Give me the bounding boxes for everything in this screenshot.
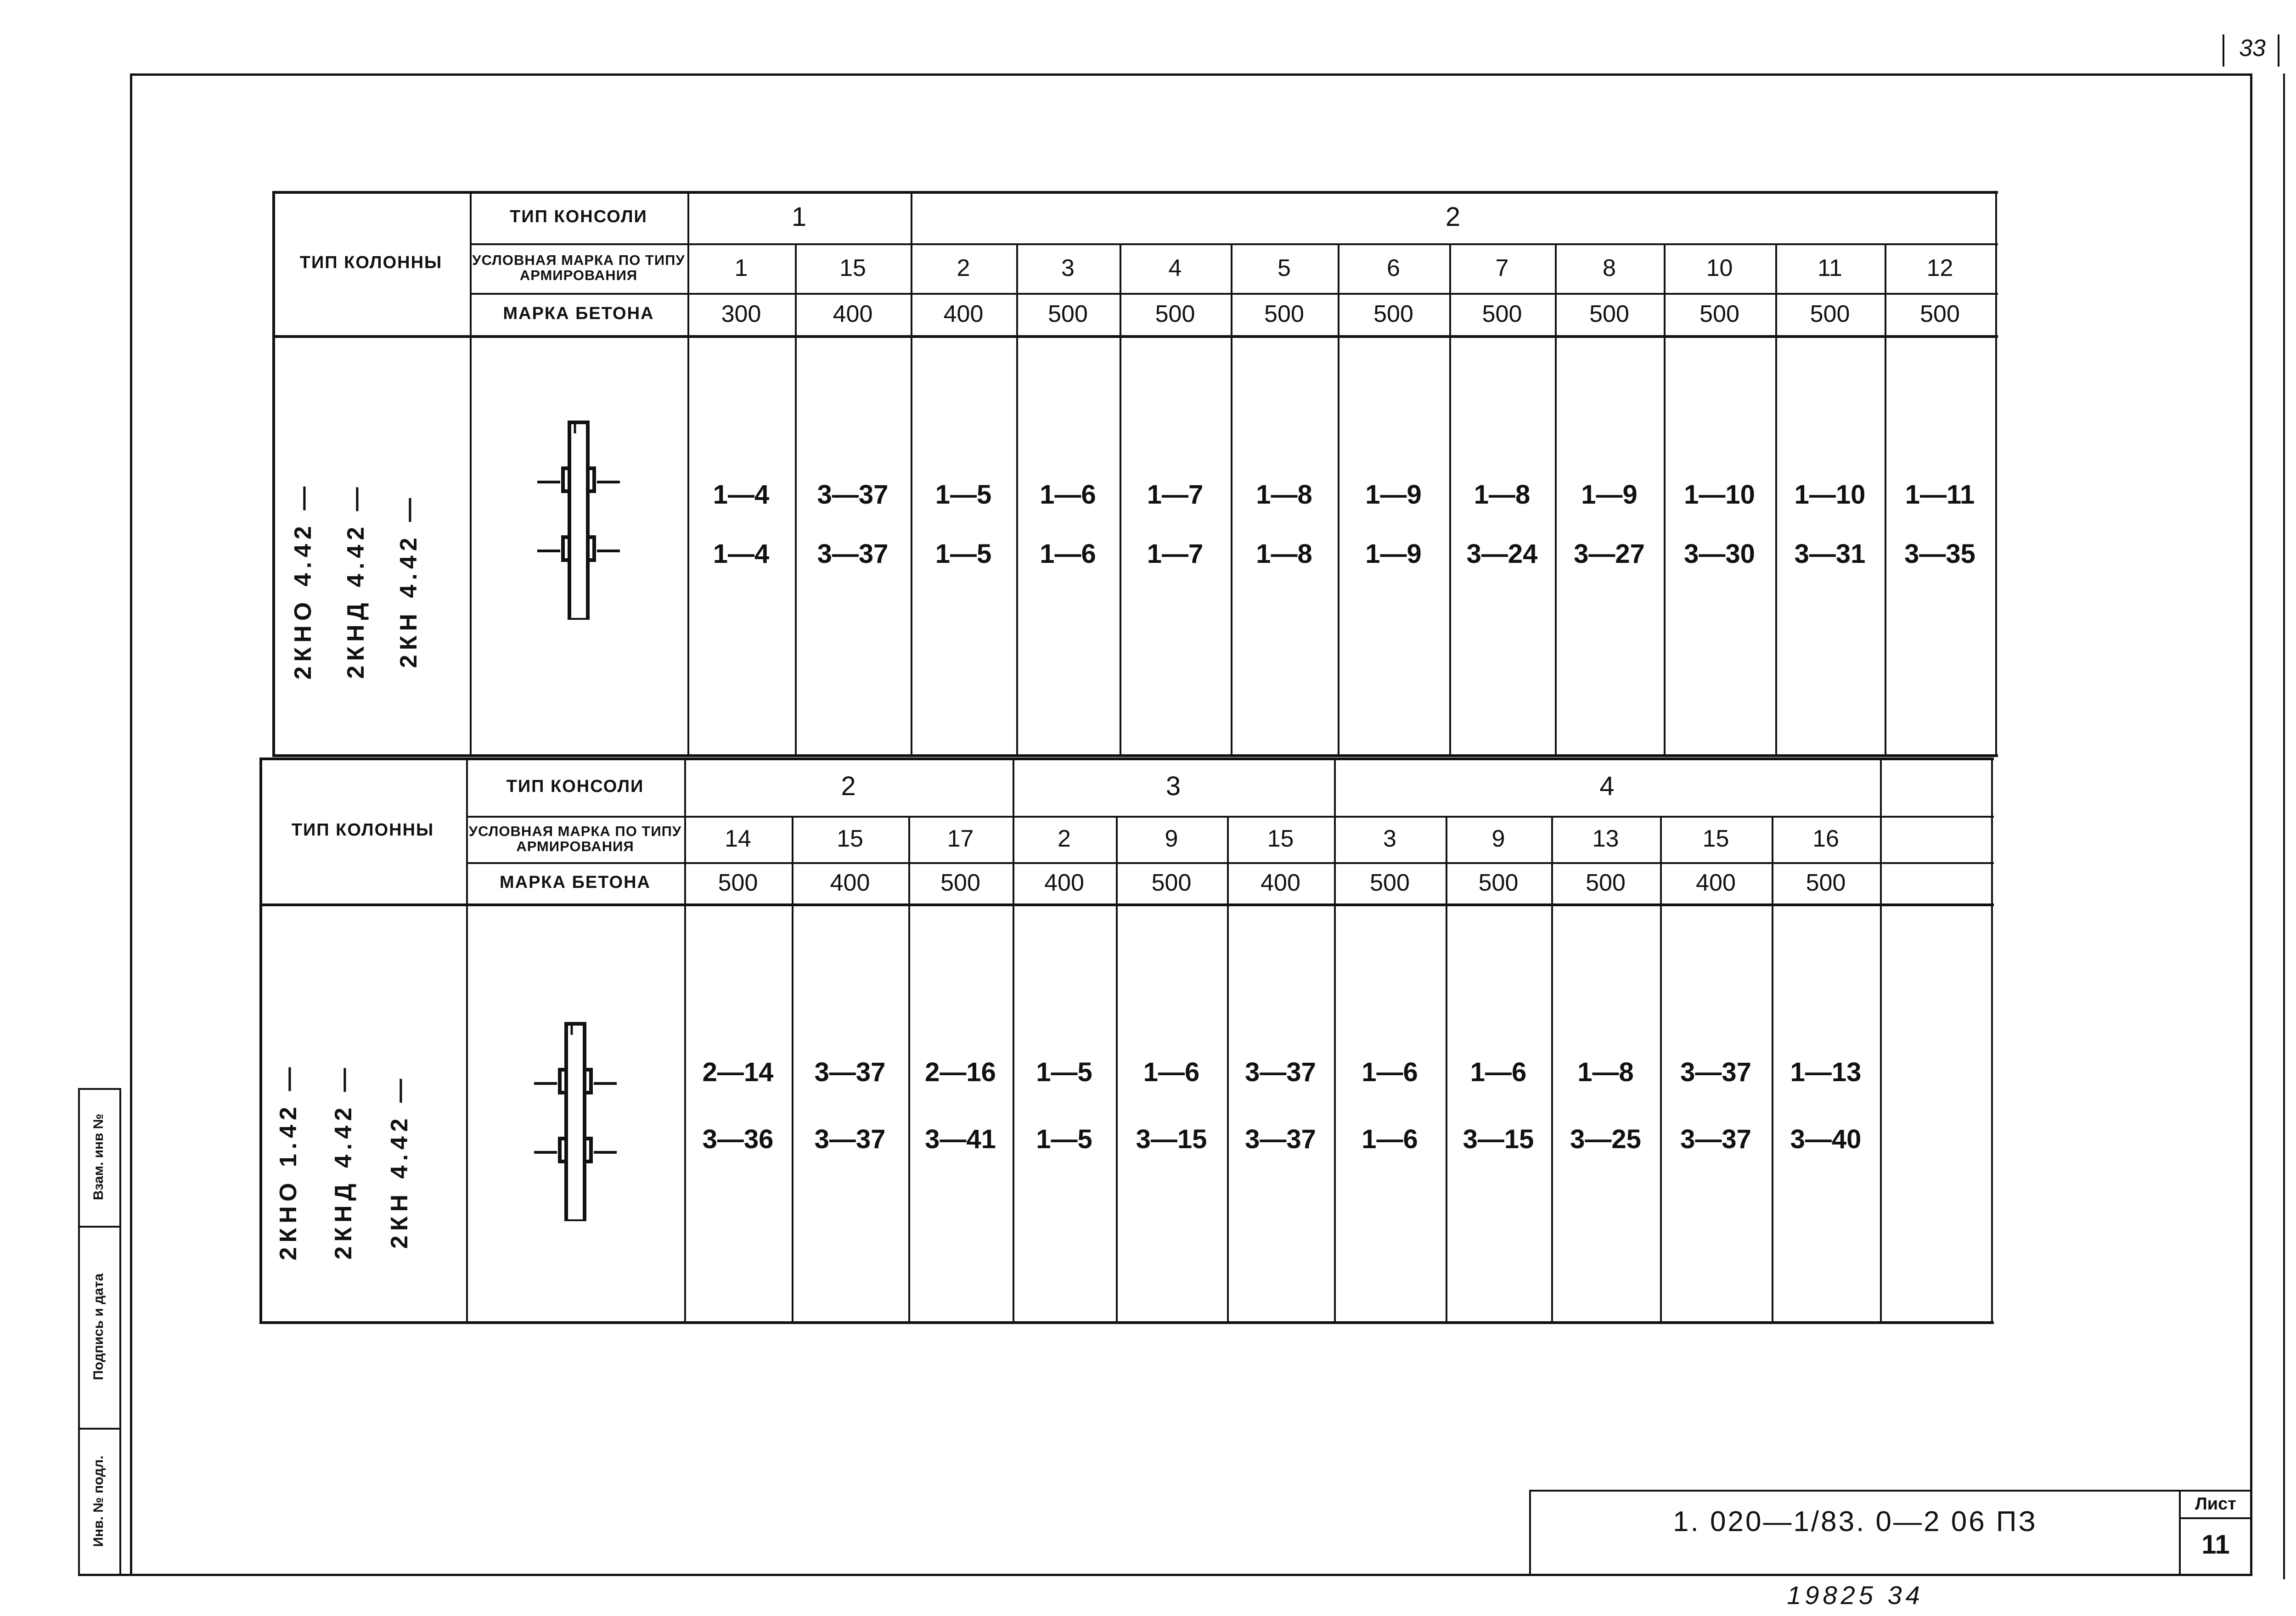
t1-col-type-label: ТИП КОЛОННЫ (299, 253, 443, 273)
t1-console-group: 2 (1445, 202, 1461, 232)
t2-concrete-cell: 500 (718, 869, 758, 896)
t2-h-bottom (259, 1321, 1994, 1324)
title-block-sheet-div (2179, 1517, 2252, 1519)
t2-console-group: 4 (1599, 771, 1615, 802)
t1-armature-bottom: 1—8 (1256, 539, 1312, 569)
t1-armature-bottom: 3—37 (817, 539, 889, 569)
t1-column-name: 2КН 4.42 — (395, 493, 422, 668)
t2-armature-top: 1—6 (1143, 1057, 1200, 1087)
t2-armature-top (1880, 1054, 1991, 1091)
t2-armature-top: 1—6 (1470, 1057, 1527, 1087)
t2-concrete-cell: 400 (1044, 869, 1084, 896)
designation: 1. 020—1/83. 0—2 06 ПЗ (1673, 1506, 2037, 1538)
t1-concrete-cell: 500 (1810, 300, 1850, 327)
t1-armature-top: 1—9 (1581, 479, 1638, 510)
t2-mark-cell: 14 (725, 825, 751, 853)
t2-concrete-cell: 500 (940, 869, 980, 896)
t2-armature-top: 1—5 (1036, 1057, 1092, 1087)
sheet-number: 11 (2201, 1529, 2230, 1560)
outer-right-line (2283, 73, 2285, 1579)
t2-mark-cell: 15 (1267, 825, 1294, 853)
t1-concrete-label: МАРКА БЕТОНА (503, 304, 654, 324)
t2-mark-cell: 2 (1058, 825, 1071, 853)
t2-armature-top: 2—16 (925, 1057, 996, 1087)
t1-concrete-cell: 300 (721, 300, 761, 327)
corner-tick-2 (2278, 34, 2279, 67)
t2-armature-bottom: 1—5 (1036, 1124, 1092, 1154)
t2-armature-bottom: 3—37 (1680, 1124, 1751, 1154)
stamp-inv-number: Инв. № подл. (91, 1455, 106, 1547)
stamp-right (119, 1088, 121, 1575)
t1-column-name: 2КНД 4.42 — (343, 483, 369, 679)
t2-armature-top: 3—37 (1680, 1057, 1751, 1087)
sheet-label: Лист (2195, 1494, 2236, 1514)
t1-concrete-cell: 500 (1373, 300, 1413, 327)
t1-armature-top: 1—8 (1474, 479, 1531, 510)
t1-armature-top: 1—10 (1794, 479, 1866, 510)
t2-mark-cell (1880, 816, 1991, 862)
frame-right (2250, 73, 2252, 1575)
t1-mark-cell: 10 (1706, 254, 1733, 281)
t1-armature-bottom: 3—24 (1466, 539, 1538, 569)
t1-armature-top: 1—5 (935, 479, 992, 510)
t2-col-type-label: ТИП КОЛОННЫ (291, 820, 434, 840)
t1-concrete-cell: 500 (1920, 300, 1960, 327)
stamp-replace-inv: Взам. инв № (91, 1113, 106, 1201)
t1-armature-bottom: 3—31 (1794, 539, 1866, 569)
t2-concrete-cell: 500 (1586, 869, 1626, 896)
t1-armature-top: 1—11 (1905, 479, 1975, 510)
corner-tick (2223, 34, 2224, 67)
t2-armature-top: 3—37 (814, 1057, 886, 1087)
t1-armature-top: 1—4 (713, 479, 770, 510)
t2-mark-cell: 17 (947, 825, 974, 853)
t1-armature-top: 1—6 (1040, 479, 1096, 510)
t2-concrete-cell (1880, 862, 1991, 903)
t1-mark-label: УСЛОВНАЯ МАРКА ПО ТИПУ АРМИРОВАНИЯ (472, 252, 685, 283)
t2-column-name: 2КНД 4.42 — (330, 1063, 357, 1260)
t2-v-col (1991, 758, 1993, 1324)
t1-concrete-cell: 500 (1699, 300, 1739, 327)
t2-armature-bottom: 3—36 (702, 1124, 774, 1154)
t2-column-sketch (520, 1019, 630, 1221)
t2-armature-top: 3—37 (1245, 1057, 1316, 1087)
t2-column-name: 2КН 4.42 — (386, 1074, 413, 1249)
t2-mark-cell: 15 (1702, 825, 1729, 853)
t1-console-type-label: ТИП КОНСОЛИ (510, 207, 647, 227)
title-block-sheet-left (2179, 1490, 2181, 1575)
t2-concrete-cell: 500 (1806, 869, 1846, 896)
t1-mark-cell: 6 (1387, 254, 1400, 281)
t1-mark-cell: 2 (957, 254, 970, 281)
t1-mark-cell: 3 (1061, 254, 1075, 281)
t1-armature-top: 3—37 (817, 479, 889, 510)
t1-mark-cell: 12 (1926, 254, 1953, 281)
frame-top (131, 73, 2252, 76)
t1-mark-cell: 4 (1168, 254, 1182, 281)
t2-mark-cell: 16 (1812, 825, 1839, 853)
stamp-signature-date: Подпись и дата (91, 1273, 106, 1380)
t1-armature-bottom: 3—27 (1574, 539, 1645, 569)
t2-concrete-cell: 400 (1696, 869, 1736, 896)
t1-armature-bottom: 3—30 (1684, 539, 1755, 569)
t1-concrete-cell: 500 (1264, 300, 1304, 327)
t1-mark-cell: 1 (734, 254, 748, 281)
t1-column-name: 2КНО 4.42 — (290, 482, 316, 680)
t1-armature-bottom: 1—9 (1365, 539, 1422, 569)
t1-armature-top: 1—10 (1684, 479, 1755, 510)
t1-armature-top: 1—8 (1256, 479, 1312, 510)
title-block-left (1529, 1490, 1531, 1575)
t2-armature-top: 1—6 (1362, 1057, 1418, 1087)
t2-armature-top: 1—8 (1577, 1057, 1634, 1087)
t1-mark-cell: 7 (1495, 254, 1509, 281)
t2-mark-cell: 15 (837, 825, 863, 853)
t2-armature-bottom (1880, 1121, 1991, 1158)
t2-mark-cell: 3 (1383, 825, 1396, 853)
corner-number: 33 (2239, 34, 2266, 62)
t1-mark-cell: 15 (839, 254, 866, 281)
frame-bottom (78, 1574, 2252, 1576)
t1-column-sketch (523, 418, 634, 620)
t1-concrete-cell: 400 (833, 300, 873, 327)
bottom-number: 19825 34 (1787, 1580, 1924, 1610)
t1-h-concrete (272, 335, 1998, 338)
t1-concrete-cell: 500 (1048, 300, 1088, 327)
t2-concrete-label: МАРКА БЕТОНА (499, 873, 651, 892)
t1-armature-bottom: 1—7 (1147, 539, 1204, 569)
t1-armature-bottom: 1—5 (935, 539, 992, 569)
t2-armature-bottom: 3—25 (1570, 1124, 1641, 1154)
t1-mark-cell: 5 (1277, 254, 1291, 281)
t2-armature-bottom: 3—40 (1790, 1124, 1862, 1154)
t2-armature-bottom: 3—15 (1136, 1124, 1207, 1154)
t2-column-name: 2КНО 1.42 — (275, 1062, 302, 1261)
t2-armature-bottom: 3—41 (925, 1124, 996, 1154)
t2-concrete-cell: 400 (1261, 869, 1300, 896)
stamp-left (78, 1088, 80, 1575)
t1-armature-bottom: 3—35 (1904, 539, 1975, 569)
t2-armature-bottom: 3—37 (814, 1124, 886, 1154)
t2-console-group: 2 (841, 771, 856, 802)
t2-armature-bottom: 3—15 (1463, 1124, 1534, 1154)
t2-console-group: 3 (1165, 771, 1181, 802)
title-block-top (1529, 1490, 2252, 1492)
t1-armature-bottom: 1—4 (713, 539, 770, 569)
t2-concrete-cell: 500 (1478, 869, 1519, 896)
t2-mark-cell: 9 (1165, 825, 1178, 853)
t2-concrete-cell: 400 (830, 869, 870, 896)
t2-mark-label: УСЛОВНАЯ МАРКА ПО ТИПУ АРМИРОВАНИЯ (468, 823, 682, 854)
t2-h-concrete (259, 903, 1994, 906)
t1-mark-cell: 8 (1603, 254, 1616, 281)
t1-armature-top: 1—9 (1365, 479, 1422, 510)
t1-h-bottom (272, 754, 1998, 757)
t2-mark-cell: 13 (1592, 825, 1619, 853)
t1-concrete-cell: 500 (1155, 300, 1195, 327)
frame-left (130, 73, 132, 1575)
t2-armature-top: 1—13 (1790, 1057, 1862, 1087)
t2-armature-bottom: 1—6 (1362, 1124, 1418, 1154)
t2-armature-top: 2—14 (702, 1057, 774, 1087)
t2-mark-cell: 9 (1491, 825, 1505, 853)
t2-concrete-cell: 500 (1370, 869, 1410, 896)
t1-armature-top: 1—7 (1147, 479, 1204, 510)
t1-mark-cell: 11 (1818, 254, 1842, 281)
t1-concrete-cell: 500 (1589, 300, 1629, 327)
t2-concrete-cell: 500 (1151, 869, 1192, 896)
t1-concrete-cell: 500 (1482, 300, 1522, 327)
t1-concrete-cell: 400 (943, 300, 984, 327)
t2-console-type-label: ТИП КОНСОЛИ (506, 776, 644, 796)
t2-armature-bottom: 3—37 (1245, 1124, 1316, 1154)
t1-v-col (1995, 191, 1997, 757)
t1-armature-bottom: 1—6 (1040, 539, 1096, 569)
t1-console-group: 1 (791, 202, 807, 232)
